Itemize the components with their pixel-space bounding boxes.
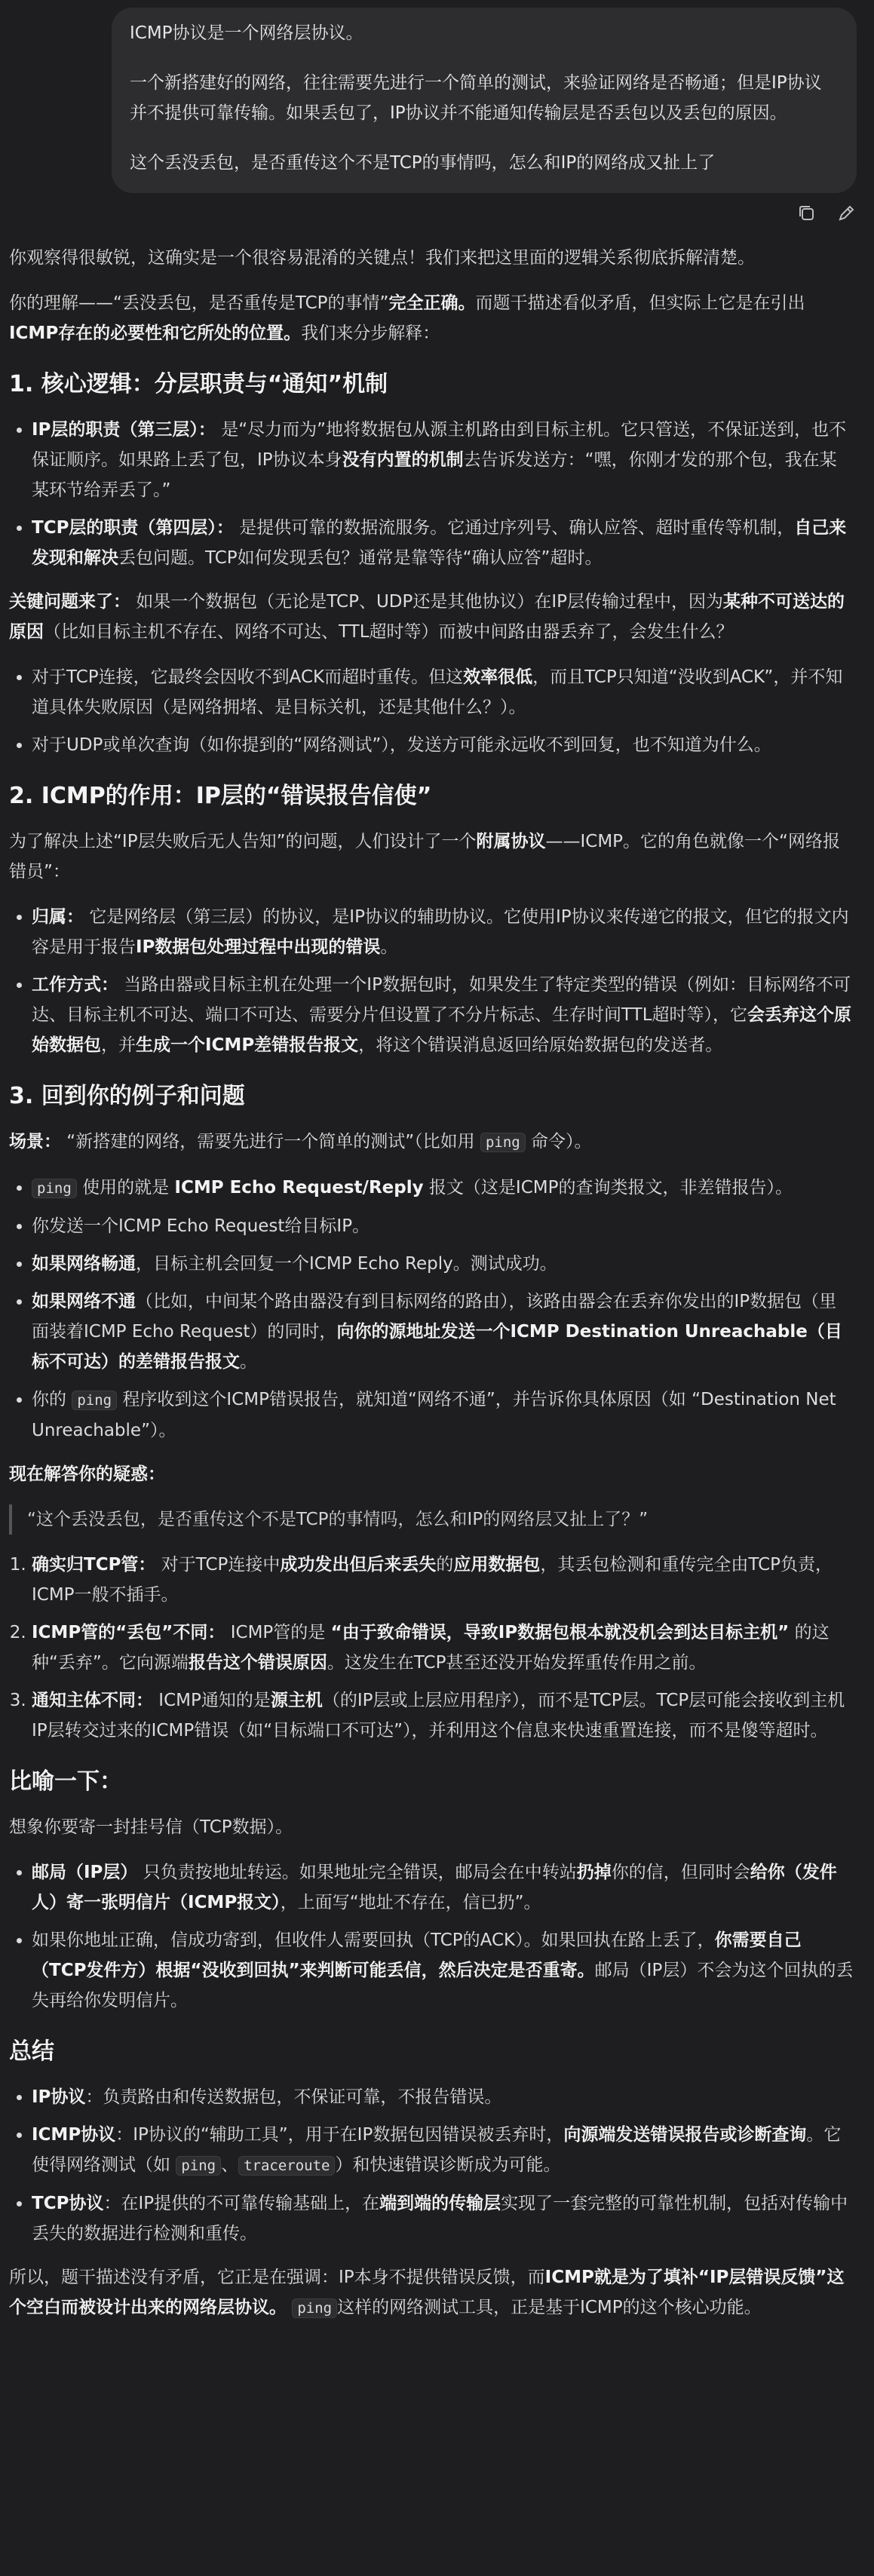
- analogy-intro: 想象你要寄一封挂号信（TCP数据）。: [9, 1817, 293, 1837]
- section-heading-2: 2. ICMP的作用：IP层的“错误报告信使”: [9, 783, 432, 809]
- list-item: • 邮局（IP层） 只负责按地址转运。如果地址完全错误，邮局会在中转站扔掉你的信，但同时会给你（发件人）寄一张明信片（ICMP报文），上面写“地址不存在，信已扔”。: [32, 1857, 854, 1918]
- list-item: • ICMP协议：IP协议的“辅助工具”，用于在IP数据包因错误被丢弃时，向源端发送错误报告或诊断查询。它使得网络测试（如 ping 、 traceroute ）和快速错误诊断成为可能。: [32, 2120, 854, 2181]
- answer-ordered-list: [9, 1550, 854, 1746]
- scenario: 场景： “新搭建的网络，需要先进行一个简单的测试”（比如用 ping 命令）。: [9, 1132, 592, 1152]
- list-item: 3. 通知主体不同： ICMP通知的是源主机（的IP层或上层应用程序），而不是TCP层。TCP层可能会接收到主机IP层转交过来的ICMP错误（如“目标端口不可达”），并利用这个信息来快速重置连接，而不是傻等超时。: [32, 1685, 854, 1746]
- summary-list: [9, 2082, 854, 2249]
- list-item: • TCP层的职责（第四层）： 是提供可靠的数据流服务。它通过序列号、确认应答、超时重传等机制，自己来发现和解决丢包问题。TCP如何发现丢包？通常是靠等待“确认应答”超时。: [32, 513, 854, 573]
- doubt-title: 现在解答你的疑惑：: [9, 1464, 165, 1484]
- section-heading-analogy: 比喻一下：: [9, 1768, 122, 1795]
- section-heading-3: 3. 回到你的例子和问题: [9, 1083, 245, 1109]
- assistant-answer: [9, 243, 854, 2338]
- intro-text: 你观察得很敏锐，这确实是一个很容易混淆的关键点！我们来把这里面的逻辑关系彻底拆解清楚。: [9, 248, 755, 268]
- list-item: 1. 确实归TCP管： 对于TCP连接中成功发出但后来丢失的应用数据包，其丢包检测和重传完全由TCP负责，ICMP一般不插手。: [32, 1550, 854, 1610]
- list-item: • 如果网络不通（比如，中间某个路由器没有到目标网络的路由），该路由器会在丢弃你发出的IP数据包（里面装着ICMP Echo Request）的同时，向你的源地址发送一个ICMP Destination Unreachable（目标不可达）的差错报告报文。: [32, 1286, 854, 1377]
- list-item: • IP协议：负责路由和传送数据包，不保证可靠，不报告错误。: [32, 2082, 854, 2112]
- edit-icon[interactable]: [835, 202, 857, 225]
- list-item: • ping 使用的就是 ICMP Echo Request/Reply 报文（这是ICMP的查询类报文，非差错报告）。: [32, 1173, 854, 1204]
- analogy-list: [9, 1857, 854, 2016]
- key-question: 关键问题来了： 如果一个数据包（无论是TCP、UDP还是其他协议）在IP层传输过程中，因为某种不可送达的原因（比如目标主机不存在、网络不可达、TTL超时等）而被中间路由器丢弃了，会发生什么？: [9, 592, 845, 642]
- icmp-role-list: [9, 902, 854, 1060]
- list-item: • 工作方式： 当路由器或目标主机在处理一个IP数据包时，如果发生了特定类型的错误（例如：目标网络不可达、目标主机不可达、端口不可达、需要分片但设置了不分片标志、生存时间TTL超时等），它会丢弃这个原始数据包，并生成一个ICMP差错报告报文，将这个错误消息返回给原始数据包的发送者。: [32, 970, 854, 1060]
- list-item: • 对于UDP或单次查询（如你提到的“网络测试”），发送方可能永远收不到回复，也不知道为什么。: [32, 730, 854, 760]
- user-message-bubble: [112, 8, 857, 193]
- list-item: • 如果你地址正确，信成功寄到，但收件人需要回执（TCP的ACK）。如果回执在路上丢了，你需要自己（TCP发件方）根据“没收到回执”来判断可能丢信，然后决定是否重寄。邮局（IP层）不会为这个回执的丢失再给你发明信片。: [32, 1925, 854, 2016]
- list-item: • 如果网络畅通，目标主机会回复一个ICMP Echo Reply。测试成功。: [32, 1249, 854, 1279]
- list-item: 2. ICMP管的“丢包”不同： ICMP管的是 “由于致命错误，导致IP数据包根本就没机会到达目标主机” 的这种“丢弃”。它向源端报告这个错误原因。这发生在TCP甚至还没开始发挥重传作用之前。: [32, 1618, 854, 1678]
- copy-icon[interactable]: [796, 202, 818, 225]
- section-heading-1: 1. 核心逻辑：分层职责与“通知”机制: [9, 371, 388, 397]
- user-message-question: 这个丢没丢包，是否重传这个不是TCP的事情吗，怎么和IP的网络成又扯上了: [130, 153, 716, 173]
- intro-understanding: 你的理解——“丢没丢包，是否重传是TCP的事情”完全正确。而题干描述看似矛盾，但实际上它是在引出ICMP存在的必要性和它所处的位置。我们来分步解释：: [9, 293, 805, 343]
- user-message-line: ICMP协议是一个网络层协议。: [130, 23, 363, 43]
- list-item: • 你的 ping 程序收到这个ICMP错误报告，就知道“网络不通”，并告诉你具体原因（如 “Destination Net Unreachable”）。: [32, 1385, 854, 1446]
- quote-block: “这个丢没丢包，是否重传这个不是TCP的事情吗，怎么和IP的网络层又扯上了？”: [9, 1504, 854, 1535]
- ping-steps-list: [9, 1173, 854, 1446]
- layer-duties-list: [9, 415, 854, 573]
- icmp-intro: 为了解决上述“IP层失败后无人告知”的问题，人们设计了一个附属协议——ICMP。它的角色就像一个“网络报错员”：: [9, 832, 840, 882]
- list-item: • 对于TCP连接，它最终会因收不到ACK而超时重传。但这效率很低，而且TCP只知道“没收到ACK”，并不知道具体失败原因（是网络拥堵、是目标关机，还是其他什么？）。: [32, 662, 854, 722]
- message-actions: [796, 202, 857, 225]
- list-item: • 你发送一个ICMP Echo Request给目标IP。: [32, 1211, 854, 1241]
- user-message-paragraph: 一个新搭建好的网络，往往需要先进行一个简单的测试，来验证网络是否畅通；但是IP协议并不提供可靠传输。如果丢包了，IP协议并不能通知传输层是否丢包以及丢包的原因。: [130, 73, 822, 123]
- conclusion: 所以，题干描述没有矛盾，它正是在强调：IP本身不提供错误反馈，而ICMP就是为了填补“IP层错误反馈”这个空白而被设计出来的网络层协议。 ping 这样的网络测试工具，正是基于ICMP的这个核心功能。: [9, 2268, 845, 2317]
- list-item: • IP层的职责（第三层）： 是“尽力而为”地将数据包从源主机路由到目标主机。它只管送，不保证送到，也不保证顺序。如果路上丢了包，IP协议本身没有内置的机制去告诉发送方：“嘿，你刚才发的那个包，我在某某环节给弄丢了。”: [32, 415, 854, 505]
- section-heading-summary: 总结: [9, 2038, 54, 2065]
- list-item: • 归属： 它是网络层（第三层）的协议，是IP协议的辅助协议。它使用IP协议来传递它的报文，但它的报文内容是用于报告IP数据包处理过程中出现的错误。: [32, 902, 854, 962]
- list-item: • TCP协议：在IP提供的不可靠传输基础上，在端到端的传输层实现了一套完整的可靠性机制，包括对传输中丢失的数据进行检测和重传。: [32, 2188, 854, 2249]
- consequence-list: [9, 662, 854, 760]
